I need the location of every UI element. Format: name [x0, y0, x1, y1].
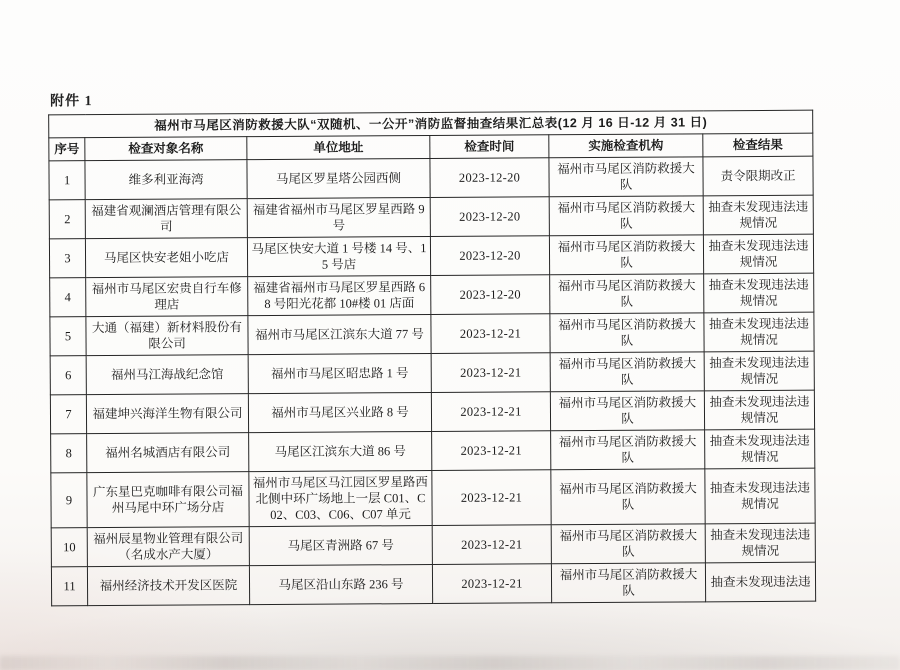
table-cell: 福州市马尾区消防救援大队: [550, 352, 704, 392]
table-cell: 福州马江海战纪念馆: [86, 355, 248, 395]
table-cell: 7: [50, 395, 86, 434]
table-cell: 维多利亚海湾: [85, 160, 247, 200]
table-cell: 4: [50, 278, 86, 317]
table-row: [51, 429, 815, 473]
table-title: 福州市马尾区消防救援大队“双随机、一公开”消防监督抽查结果汇总表(12 月 16 日-12 月 31 日): [49, 110, 813, 138]
table-cell: 抽查未发现违法违规情况: [704, 351, 814, 391]
header-unit-address: 单位地址: [247, 136, 430, 160]
table-cell: 11: [51, 567, 87, 606]
table-cell: 福州市马尾区消防救援大队: [549, 235, 703, 275]
table-cell: 福州市马尾区兴业路 8 号: [248, 393, 431, 433]
table-cell: 福州市马尾区消防救援大队: [549, 157, 703, 197]
table-cell: 福州市马尾区消防救援大队: [551, 469, 705, 525]
table-cell: 9: [51, 473, 87, 528]
table-row: [49, 195, 813, 239]
table-row: [50, 390, 814, 434]
table-cell: 抽查未发现违法违规情况: [703, 234, 813, 274]
table-cell: 马尾区江滨东大道 86 号: [249, 432, 432, 472]
table-cell: 福州市马尾区昭忠路 1 号: [248, 354, 431, 394]
header-serial-number: 序号: [49, 138, 85, 161]
table-cell: 1: [49, 161, 85, 200]
table-cell: 福州市马尾区消防救援大队: [550, 313, 704, 353]
table-cell: 福州市马尾区宏贵自行车修理店: [86, 277, 248, 317]
table-cell: 福州辰星物业管理有限公司（名成水产大厦）: [87, 527, 249, 567]
table-cell: 福建省观澜酒店管理有限公司: [85, 199, 247, 239]
table-cell: 福州经济技术开发区医院: [87, 566, 249, 606]
table-cell: 福州市马尾区消防救援大队: [549, 196, 703, 236]
inspection-summary-table: [48, 110, 816, 607]
table-cell: 福建省福州市马尾区罗星西路 68 号阳光花都 10#楼 01 店面: [248, 276, 431, 316]
table-cell: 抽查未发现违法违: [705, 562, 815, 602]
table-cell: 福州市马尾区消防救援大队: [550, 391, 704, 431]
table-cell: 马尾区罗星塔公园西侧: [247, 159, 430, 199]
table-cell: 抽查未发现违法违规情况: [704, 273, 814, 313]
table-cell: 大通（福建）新材料股份有限公司: [86, 316, 248, 356]
table-cell: 福州市马尾区消防救援大队: [551, 430, 705, 470]
table-cell: 抽查未发现违法违规情况: [704, 390, 814, 430]
table-cell: 8: [51, 434, 87, 473]
table-cell: 福州市马尾区消防救援大队: [551, 524, 705, 564]
table-cell: 马尾区快安大道 1 号楼 14 号、15 号店: [247, 237, 430, 277]
table-cell: 2: [49, 200, 85, 239]
table-cell: 2023-12-21: [432, 431, 551, 471]
table-cell: 广东星巴克咖啡有限公司福州马尾中环广场分店: [87, 472, 249, 528]
table-cell: 2023-12-21: [432, 470, 551, 526]
table-row: [51, 562, 815, 606]
table-cell: 抽查未发现违法违规情况: [703, 195, 813, 235]
table-cell: 2023-12-21: [431, 392, 550, 432]
table-cell: 2023-12-20: [430, 158, 549, 198]
table-row: [50, 351, 814, 395]
table-cell: 福州市马尾区江滨东大道 77 号: [248, 315, 431, 355]
header-inspection-result: 检查结果: [703, 133, 813, 157]
table-cell: 马尾区快安老姐小吃店: [85, 238, 247, 278]
table-cell: 2023-12-21: [431, 353, 550, 393]
table-row: [49, 234, 813, 278]
table-row: [49, 156, 813, 200]
table-cell: 福建省福州市马尾区罗星西路 9 号: [247, 198, 430, 238]
table-cell: 马尾区青洲路 67 号: [249, 526, 432, 566]
header-inspection-time: 检查时间: [430, 135, 549, 159]
table-cell: 2023-12-20: [430, 197, 549, 237]
table-cell: 2023-12-21: [431, 314, 550, 354]
table-cell: 抽查未发现违法违规情况: [705, 468, 815, 524]
header-inspecting-agency: 实施检查机构: [549, 134, 703, 158]
table-cell: 福州名城酒店有限公司: [87, 433, 249, 473]
table-cell: 2023-12-21: [432, 564, 551, 604]
table-cell: 抽查未发现违法违规情况: [705, 523, 815, 563]
document-body: [48, 86, 817, 607]
table-cell: 责令限期改正: [703, 156, 813, 196]
table-cell: 6: [50, 356, 86, 395]
table-row: [50, 273, 814, 317]
table-row: [51, 468, 815, 528]
table-cell: 3: [49, 239, 85, 278]
table-row: [50, 312, 814, 356]
table-cell: 福州市马尾区马江园区罗星路西北侧中环广场地上一层 C01、C02、C03、C06、C07 单元: [249, 471, 432, 527]
table-cell: 10: [51, 528, 87, 567]
table-cell: 福州市马尾区消防救援大队: [550, 274, 704, 314]
attachment-label: 附件 1: [50, 94, 93, 110]
table-cell: 2023-12-21: [432, 525, 551, 565]
table-cell: 抽查未发现违法违规情况: [704, 312, 814, 352]
table-cell: 抽查未发现违法违规情况: [705, 429, 815, 469]
table-row: [51, 523, 815, 567]
table-cell: 2023-12-20: [430, 236, 549, 276]
header-inspected-object: 检查对象名称: [85, 137, 247, 161]
table-cell: 5: [50, 317, 86, 356]
table-cell: 马尾区沿山东路 236 号: [249, 565, 432, 605]
table-cell: 福建坤兴海洋生物有限公司: [86, 394, 248, 434]
table-cell: 2023-12-20: [431, 275, 550, 315]
table-cell: 福州市马尾区消防救援大队: [551, 563, 705, 603]
